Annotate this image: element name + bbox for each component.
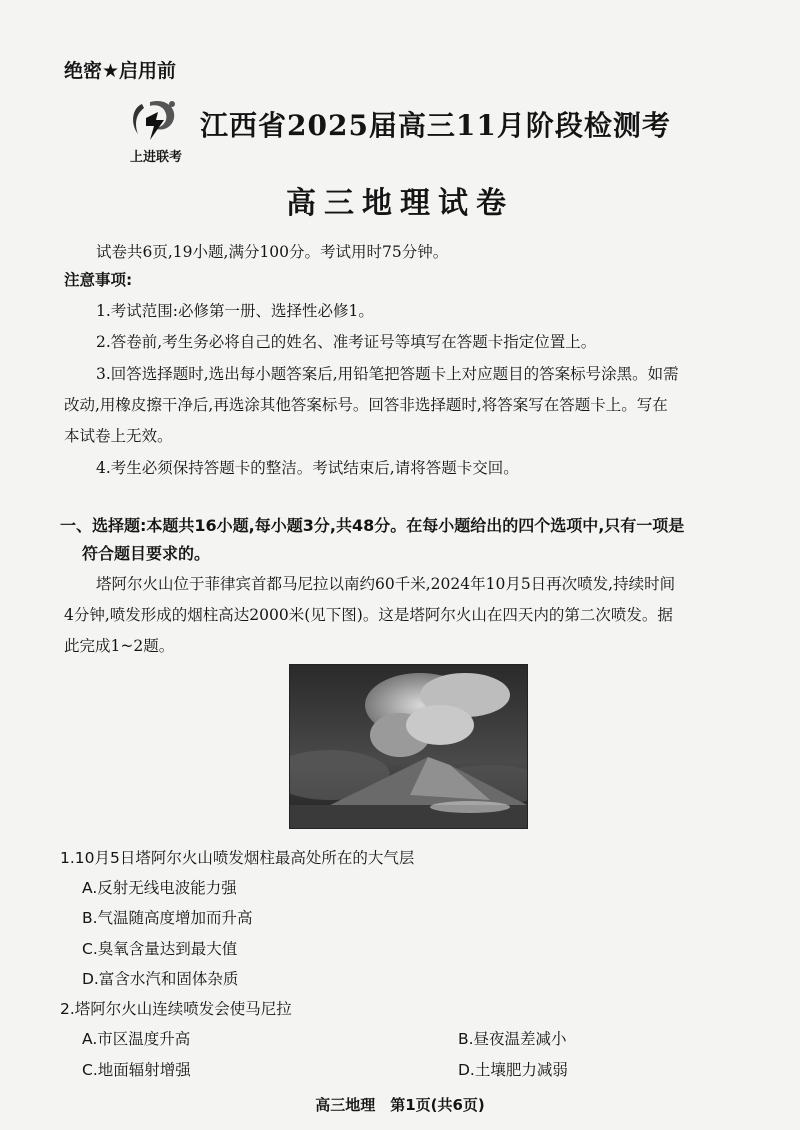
question-2-stem: 2.塔阿尔火山连续喷发会使马尼拉 bbox=[60, 1000, 292, 1018]
passage-line2: 4分钟,喷发形成的烟柱高达2000米(见下图)。这是塔阿尔火山在四天内的第二次喷发。据 bbox=[64, 606, 673, 624]
question-2-option-d: D.土壤肥力减弱 bbox=[458, 1061, 568, 1079]
passage-line1: 塔阿尔火山位于菲律宾首都马尼拉以南约60千米,2024年10月5日再次喷发,持续时间 bbox=[96, 575, 676, 593]
question-1-option-a: A.反射无线电波能力强 bbox=[82, 879, 237, 897]
logo bbox=[120, 98, 192, 164]
page-footer: 高三地理 第1页(共6页) bbox=[315, 1096, 485, 1114]
question-2-option-a: A.市区温度升高 bbox=[82, 1030, 191, 1048]
note-item-1: 1.考试范围:必修第一册、选择性必修1。 bbox=[96, 302, 374, 320]
notes-heading: 注意事项: bbox=[64, 271, 133, 289]
note-item-3-line1: 3.回答选择题时,选出每小题答案后,用铅笔把答题卡上对应题目的答案标号涂黑。如需 bbox=[96, 365, 679, 383]
question-1-option-d: D.富含水汽和固体杂质 bbox=[82, 970, 239, 988]
question-1-option-b: B.气温随高度增加而升高 bbox=[82, 909, 253, 927]
question-2-option-c: C.地面辐射增强 bbox=[82, 1061, 191, 1079]
section-heading-line1: 一、选择题:本题共16小题,每小题3分,共48分。在每小题给出的四个选项中,只有一项是 bbox=[60, 516, 685, 535]
logo-icon bbox=[128, 98, 184, 146]
confidential-label: 绝密★启用前 bbox=[64, 60, 177, 82]
question-1-stem: 1.10月5日塔阿尔火山喷发烟柱最高处所在的大气层 bbox=[60, 849, 415, 867]
intro-text: 试卷共6页,19小题,满分100分。考试用时75分钟。 bbox=[96, 243, 449, 261]
question-2-option-b: B.昼夜温差减小 bbox=[458, 1030, 567, 1048]
passage-line3: 此完成1~2题。 bbox=[64, 637, 175, 655]
note-item-4: 4.考生必须保持答题卡的整洁。考试结束后,请将答题卡交回。 bbox=[96, 459, 519, 477]
section-heading bbox=[60, 512, 760, 568]
paper-title: 高三地理试卷 bbox=[286, 186, 514, 221]
volcano-photo bbox=[289, 664, 528, 829]
exam-header-title: 江西省2025届高三11月阶段检测考 bbox=[200, 109, 671, 142]
question-1-option-c: C.臭氧含量达到最大值 bbox=[82, 940, 238, 958]
note-item-2: 2.答卷前,考生务必将自己的姓名、准考证号等填写在答题卡指定位置上。 bbox=[96, 333, 597, 351]
note-item-3-line2: 改动,用橡皮擦干净后,再选涂其他答案标号。回答非选择题时,将答案写在答题卡上。写在 bbox=[64, 396, 668, 414]
note-item-3-line3: 本试卷上无效。 bbox=[64, 427, 173, 445]
logo-text: 上进联考 bbox=[129, 150, 182, 165]
section-heading-line2: 符合题目要求的。 bbox=[82, 544, 211, 563]
